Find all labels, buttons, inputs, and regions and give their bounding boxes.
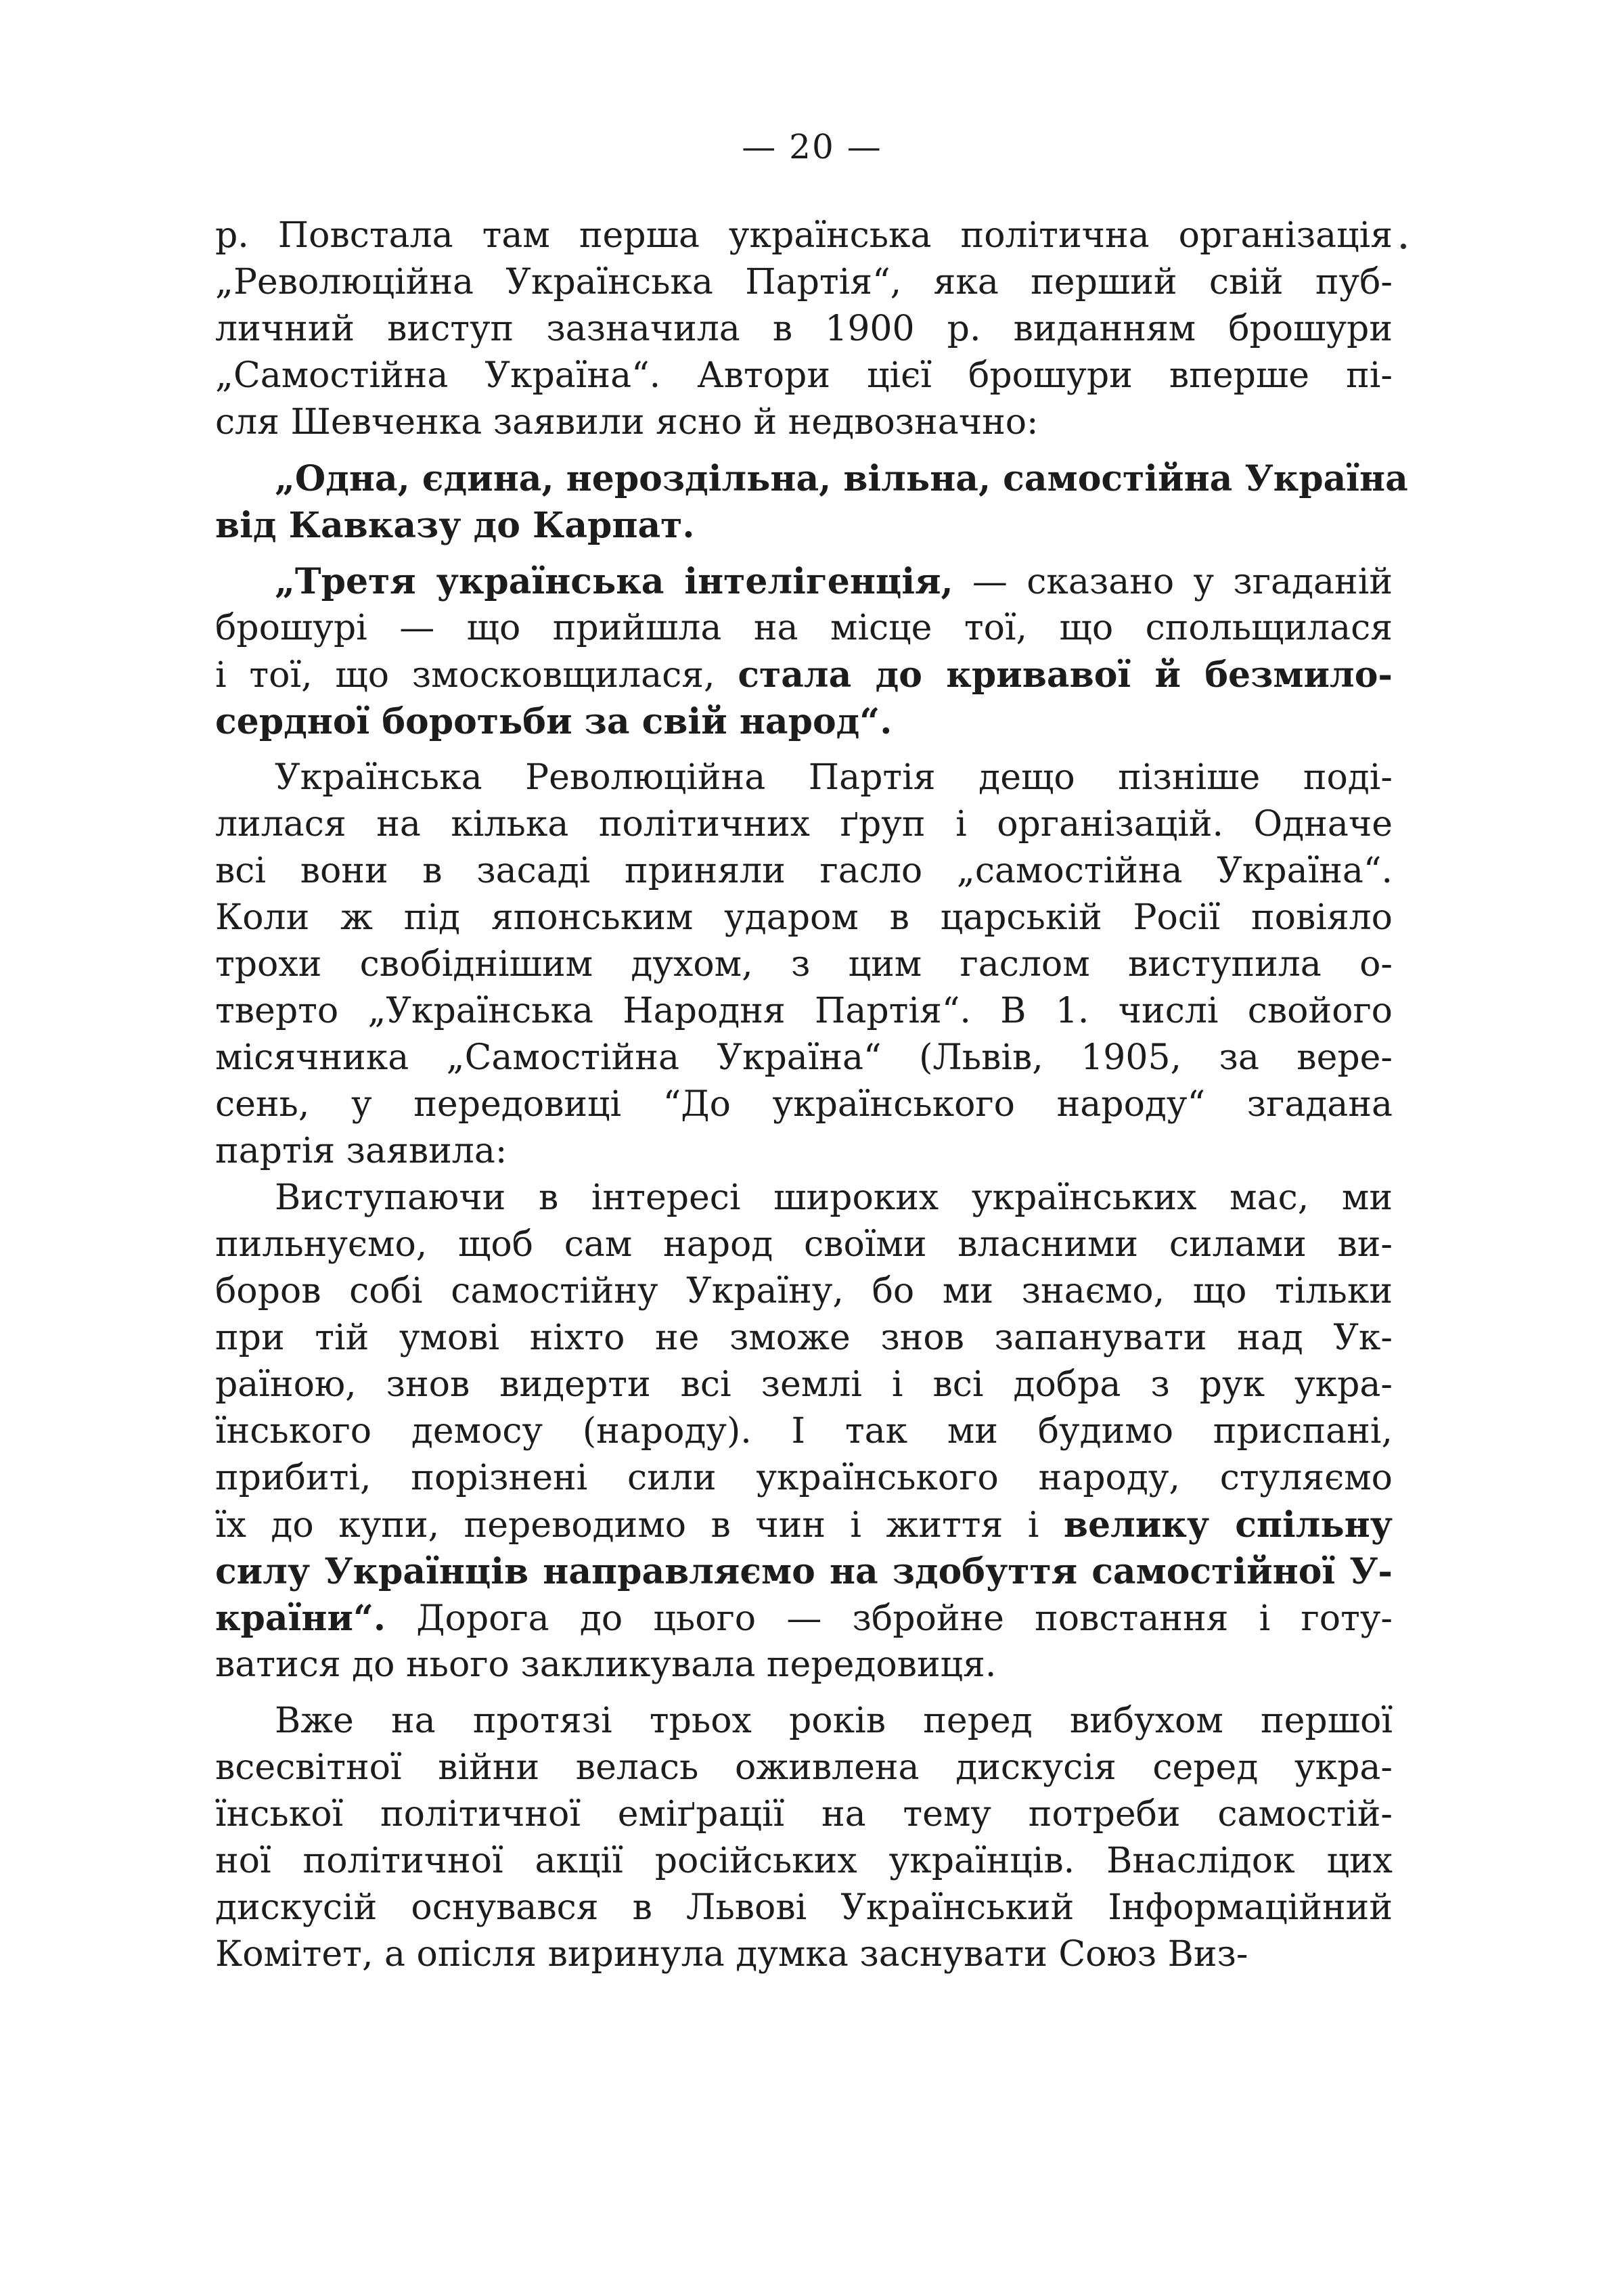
text-line: [215, 353, 1393, 399]
bold-text-segment: стала до кривавої й безмило-: [738, 654, 1393, 696]
text-segment: Дорога до цього — збройне повстання і готу-: [386, 1598, 1393, 1639]
text-line: [215, 848, 1393, 895]
text-segment: їнського демосу (народу). І так ми будимо приспані,: [215, 1411, 1393, 1452]
text-line: [215, 1548, 1393, 1595]
bold-text-segment: велику спільну: [1063, 1504, 1393, 1546]
text-segment: Виступаючи в інтересі широких українських мас, ми: [275, 1177, 1393, 1218]
text-segment: сля Шевченка заявили ясно й недвозначно:: [215, 402, 1039, 443]
text-line: [215, 1455, 1393, 1502]
bold-text-segment: „Одна, єдина, нероздільна, вільна, самостійна Україна: [275, 458, 1408, 499]
bold-text-segment: „Третя українська інтелігенція,: [275, 561, 953, 602]
stray-ink-dot: [1401, 244, 1406, 249]
paragraph-gap: [215, 446, 1393, 455]
text-line: [215, 1175, 1393, 1221]
text-line: [215, 306, 1393, 353]
text-line: [215, 698, 1393, 745]
text-segment: личний виступ зазначила в 1900 р. виданням брошури: [215, 309, 1393, 349]
body-text: [215, 212, 1408, 1978]
text-line: [215, 212, 1393, 259]
text-segment: сень, у передовиці “До українського народу“ згадана: [215, 1084, 1393, 1125]
text-segment: лилася на кілька політичних ґруп і організацій. Одначе: [215, 804, 1393, 845]
text-line: [215, 652, 1393, 698]
text-line: [215, 1268, 1393, 1315]
page-number: — 20 —: [742, 127, 882, 166]
text-line: [215, 1035, 1393, 1081]
text-segment: „Революційна Українська Партія“, яка перший свій пуб-: [215, 262, 1393, 302]
text-line: [215, 1745, 1393, 1791]
text-segment: прибиті, порізнені сили українського народу, стуляємо: [215, 1458, 1393, 1498]
text-segment: і тої, що змосковщилася,: [215, 655, 738, 696]
text-line: [215, 755, 1393, 801]
text-segment: місячника „Самостійна Україна“ (Львів, 1905, за вере-: [215, 1037, 1393, 1078]
text-segment: Комітет, а опісля виринула думка заснувати Союз Виз-: [215, 1934, 1248, 1975]
text-line: [215, 605, 1393, 652]
text-line: [215, 1362, 1393, 1408]
text-line: [215, 1408, 1393, 1455]
text-line: [215, 1791, 1393, 1838]
text-line: [215, 558, 1393, 605]
text-line: [215, 1642, 1393, 1688]
text-segment: Українська Революційна Партія дещо пізніше поді-: [275, 757, 1393, 798]
text-segment: — сказано у згаданій: [953, 562, 1393, 602]
bold-text-segment: сердної боротьби за свій народ“.: [215, 701, 893, 742]
text-line: [215, 1221, 1393, 1268]
text-line: [215, 1931, 1393, 1978]
text-segment: брошурі — що прийшла на місце тої, що спольщилася: [215, 608, 1393, 648]
text-line: [215, 399, 1393, 446]
text-segment: пильнуємо, щоб сам народ своїми власними силами ви-: [215, 1224, 1393, 1265]
paragraph-gap: [215, 1688, 1393, 1698]
text-segment: боров собі самостійну Україну, бо ми знаємо, що тільки: [215, 1271, 1393, 1311]
paragraph-gap: [215, 745, 1393, 755]
text-line: [215, 1595, 1393, 1642]
text-segment: ватися до нього закликувала передовиця.: [215, 1644, 997, 1685]
text-segment: „Самостійна Україна“. Автори цієї брошури вперше пі-: [215, 355, 1393, 396]
text-segment: ної політичної акції російських українців. Внаслідок цих: [215, 1841, 1393, 1881]
text-line: [215, 1502, 1393, 1548]
text-line: [215, 502, 1393, 549]
text-segment: Коли ж під японським ударом в царській Росії повіяло: [215, 897, 1393, 938]
text-segment: дискусій оснувався в Львові Український Інформаційний: [215, 1887, 1393, 1928]
text-line: [215, 988, 1393, 1035]
text-segment: всесвітної війни велась оживлена дискусія серед укра-: [215, 1747, 1393, 1788]
bold-text-segment: від Кавказу до Карпат.: [215, 505, 695, 546]
text-line: [215, 455, 1408, 502]
text-line: [215, 1698, 1393, 1745]
text-line: [215, 801, 1393, 848]
text-line: [215, 1885, 1393, 1931]
text-segment: при тій умові ніхто не зможе знов запанувати над Ук-: [215, 1318, 1393, 1358]
text-segment: їнської політичної еміґрації на тему потреби самостій-: [215, 1794, 1393, 1835]
text-segment: трохи свобіднішим духом, з цим гаслом виступила о-: [215, 944, 1393, 985]
bold-text-segment: силу Українців направляємо на здобуття самостійної У-: [215, 1551, 1393, 1592]
text-segment: їх до купи, переводимо в чин і життя і: [215, 1505, 1064, 1546]
text-segment: партія заявила:: [215, 1131, 508, 1171]
text-segment: всі вони в засаді приняли гасло „самостійна Україна“.: [215, 851, 1393, 891]
text-line: [215, 895, 1393, 941]
bold-text-segment: країни“.: [215, 1598, 386, 1639]
text-line: [215, 1315, 1393, 1362]
text-line: [215, 1838, 1393, 1885]
text-segment: тверто „Українська Народня Партія“. В 1. числі свойого: [215, 991, 1393, 1031]
text-line: [215, 1128, 1393, 1175]
text-segment: раїною, знов видерти всі землі і всі добра з рук укра-: [215, 1364, 1393, 1405]
text-segment: р. Повстала там перша українська політична організація: [215, 215, 1393, 256]
paragraph-gap: [215, 549, 1393, 558]
text-segment: Вже на протязі трьох років перед вибухом першої: [275, 1701, 1393, 1741]
text-line: [215, 941, 1393, 988]
text-line: [215, 259, 1393, 306]
text-line: [215, 1081, 1393, 1128]
